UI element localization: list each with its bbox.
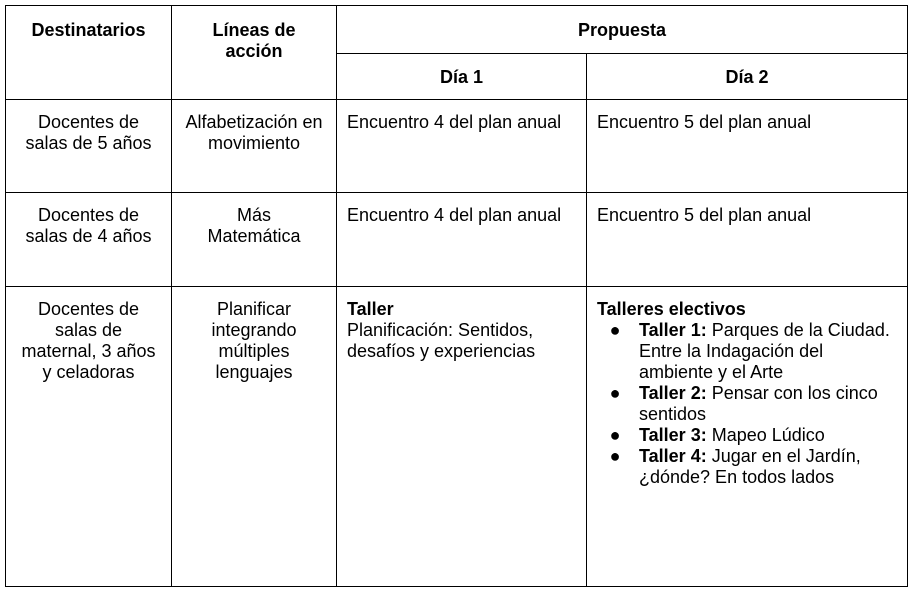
cell-linea: Alfabetización en movimiento xyxy=(172,100,337,193)
table-row xyxy=(6,287,908,587)
cell-dia-1 xyxy=(337,287,587,587)
cell-dia-1: Encuentro 4 del plan anual xyxy=(337,100,587,193)
list-item: ● Taller 2: Pensar con los cinco sentidos xyxy=(609,383,878,424)
bullet-icon: ● xyxy=(609,383,621,403)
cell-destinatarios: Docentes de salas de 4 años xyxy=(6,193,172,287)
cell-destinatarios: Docentes de salas de maternal, 3 años y celadoras xyxy=(6,287,172,587)
cell-dia-2: Encuentro 5 del plan anual xyxy=(587,193,908,287)
header-propuesta: Propuesta xyxy=(337,6,908,54)
cell-destinatarios: Docentes de salas de 5 años xyxy=(6,100,172,193)
taller-title: Taller xyxy=(347,299,394,319)
cell-linea: Más Matemática xyxy=(172,193,337,287)
list-item: ● Taller 4: Jugar en el Jardín, ¿dónde? En todos lados xyxy=(609,446,861,487)
cell-linea: Planificar integrando múltiples lenguajes xyxy=(172,287,337,587)
cell-dia-1: Encuentro 4 del plan anual xyxy=(337,193,587,287)
bullet-icon: ● xyxy=(609,446,621,466)
list-item: ● Taller 1: Parques de la Ciudad. Entre la Indagación del ambiente y el Arte xyxy=(609,320,890,382)
table-row xyxy=(6,100,908,193)
header-dia-2: Día 2 xyxy=(587,54,908,100)
cell-dia-2: Encuentro 5 del plan anual xyxy=(587,100,908,193)
bullet-icon: ● xyxy=(609,320,621,340)
bullet-icon: ● xyxy=(609,425,621,445)
header-lineas: Líneas de acción xyxy=(172,6,337,100)
talleres-list xyxy=(597,320,899,488)
list-item: ● Taller 3: Mapeo Lúdico xyxy=(609,425,825,445)
header-dia-1: Día 1 xyxy=(337,54,587,100)
talleres-title: Talleres electivos xyxy=(597,299,746,319)
table-row xyxy=(6,193,908,287)
taller-description: Planificación: Sentidos, desafíos y experiencias xyxy=(347,320,536,361)
header-destinatarios: Destinatarios xyxy=(6,6,172,100)
schedule-table xyxy=(5,5,908,587)
cell-dia-2 xyxy=(587,287,908,587)
